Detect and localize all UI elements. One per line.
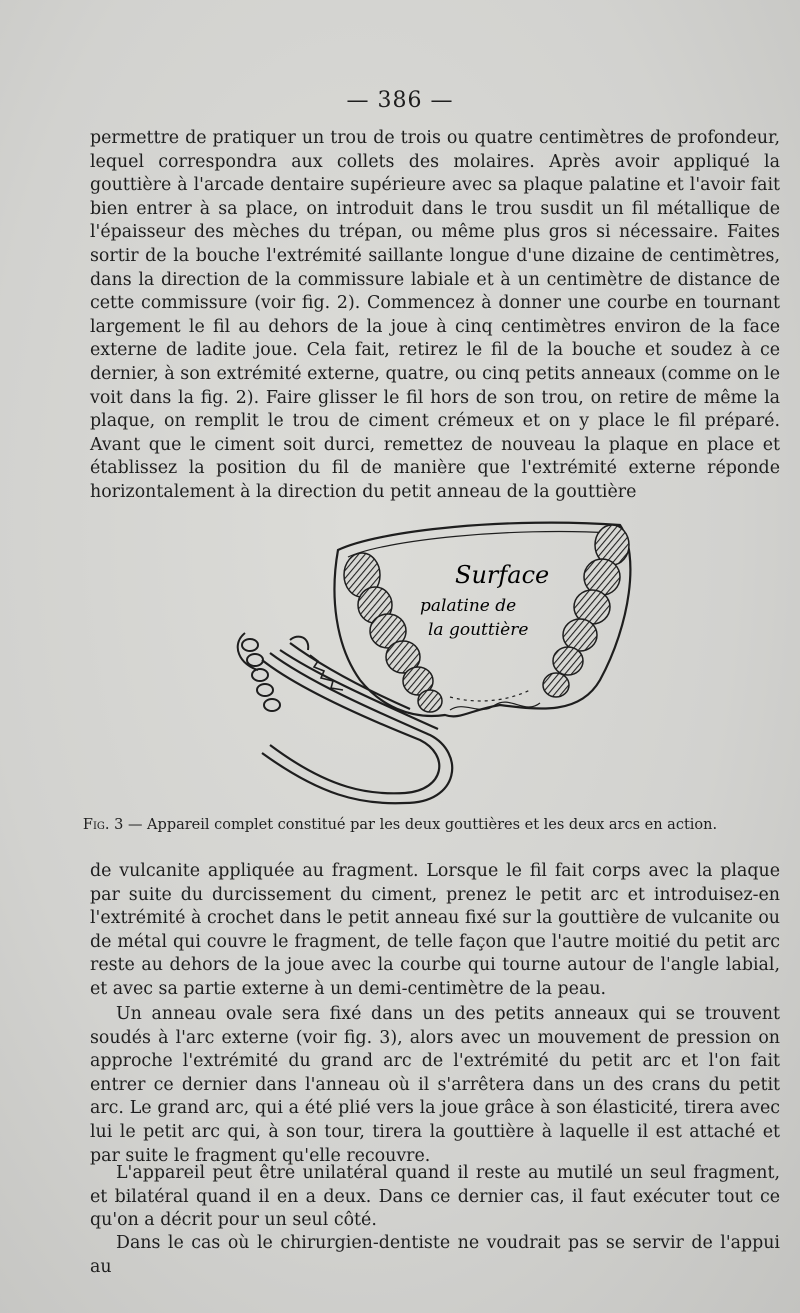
paragraph-4: L'appareil peut être unilatéral quand il reste au mutilé un seul fragment, et bilatéral quand il en a deux. Dans ce dernier cas, il faut exécuter tout ce qu'on a décrit pour un seul côté. — [90, 1163, 780, 1231]
figure-3 — [210, 505, 650, 805]
figure-label-line-2: palatine de — [420, 596, 517, 616]
figure-label-line-3: la gouttière — [428, 620, 529, 640]
paragraph-3: Un anneau ovale sera fixé dans un des petits anneaux qui se trouvent soudés à l'arc externe (voir fig. 3), alors avec un mouvement de pression on approche l'extrémité du grand arc de l'extrémité du petit arc et l'on fait entrer ce dernier dans l'anneau où il s'arrêtera dans un des crans du petit arc. Le grand arc, qui a été plié vers la joue grâce à son élasticité, tirera avec lui le petit arc qui, à son tour, tirera la gouttière à laquelle il est attaché et par suite le fragment qu'elle recouvre. — [90, 1004, 780, 1166]
page-number: — 386 — — [346, 88, 454, 113]
figure-caption-text: — Appareil complet constitué par les deux gouttières et les deux arcs en action. — [123, 817, 718, 833]
dental-apparatus-illustration — [210, 505, 650, 805]
figure-caption-prefix: Fig. 3 — [82, 817, 124, 833]
paragraph-1: permettre de pratiquer un trou de trois ou quatre centimètres de profondeur, lequel correspondra aux collets des molaires. Après avoir appliqué la gouttière à l'arcade dentaire supérieure avec sa plaque palatine et l'avoir fait bien entrer à sa place, on introduit dans le trou susdit un fil métallique de l'épaisseur des mèches du trépan, ou même plus gros si nécessaire. Faites sortir de la bouche l'extrémité saillante longue d'une dizaine de centimètres, dans la direction de la commissure labiale et à un centimètre de distance de cette commissure (voir fig. 2). Commencez à donner une courbe en tournant largement le fil au dehors de la joue à cinq centimètres environ de la face externe de ladite joue. Cela fait, retirez le fil de la bouche et soudez à ce dernier, à son extrémité externe, quatre, ou cinq petits anneaux (comme on le voit dans la fig. 2). Faire glisser le fil hors de son trou, on retire de même la plaque, on remplit le trou de ciment crémeux et on y place le fil préparé. Avant que le ciment soit durci, remettez de nouveau la plaque en place et établissez la position du fil de manière que l'extrémité externe réponde horizontalement à la direction du petit anneau de la gouttière — [90, 128, 780, 502]
figure-caption — [0, 817, 800, 833]
figure-label-line-1: Surface — [455, 561, 550, 589]
right-tooth-row — [543, 525, 629, 697]
paragraph-2: de vulcanite appliquée au fragment. Lorsque le fil fait corps avec la plaque par suite du durcissement du ciment, prenez le petit arc et introduisez-en l'extrémité à crochet dans le petit anneau fixé sur la gouttière de vulcanite ou de métal qui couvre le fragment, de telle façon que l'autre moitié du petit arc reste au dehors de la joue avec la courbe qui tourne autour de l'angle labial, et avec sa partie externe à un demi-centimètre de la peau. — [90, 861, 780, 999]
paragraph-5: Dans le cas où le chirurgien-dentiste ne voudrait pas se servir de l'appui au — [90, 1233, 780, 1277]
wire-arcs — [262, 643, 452, 803]
